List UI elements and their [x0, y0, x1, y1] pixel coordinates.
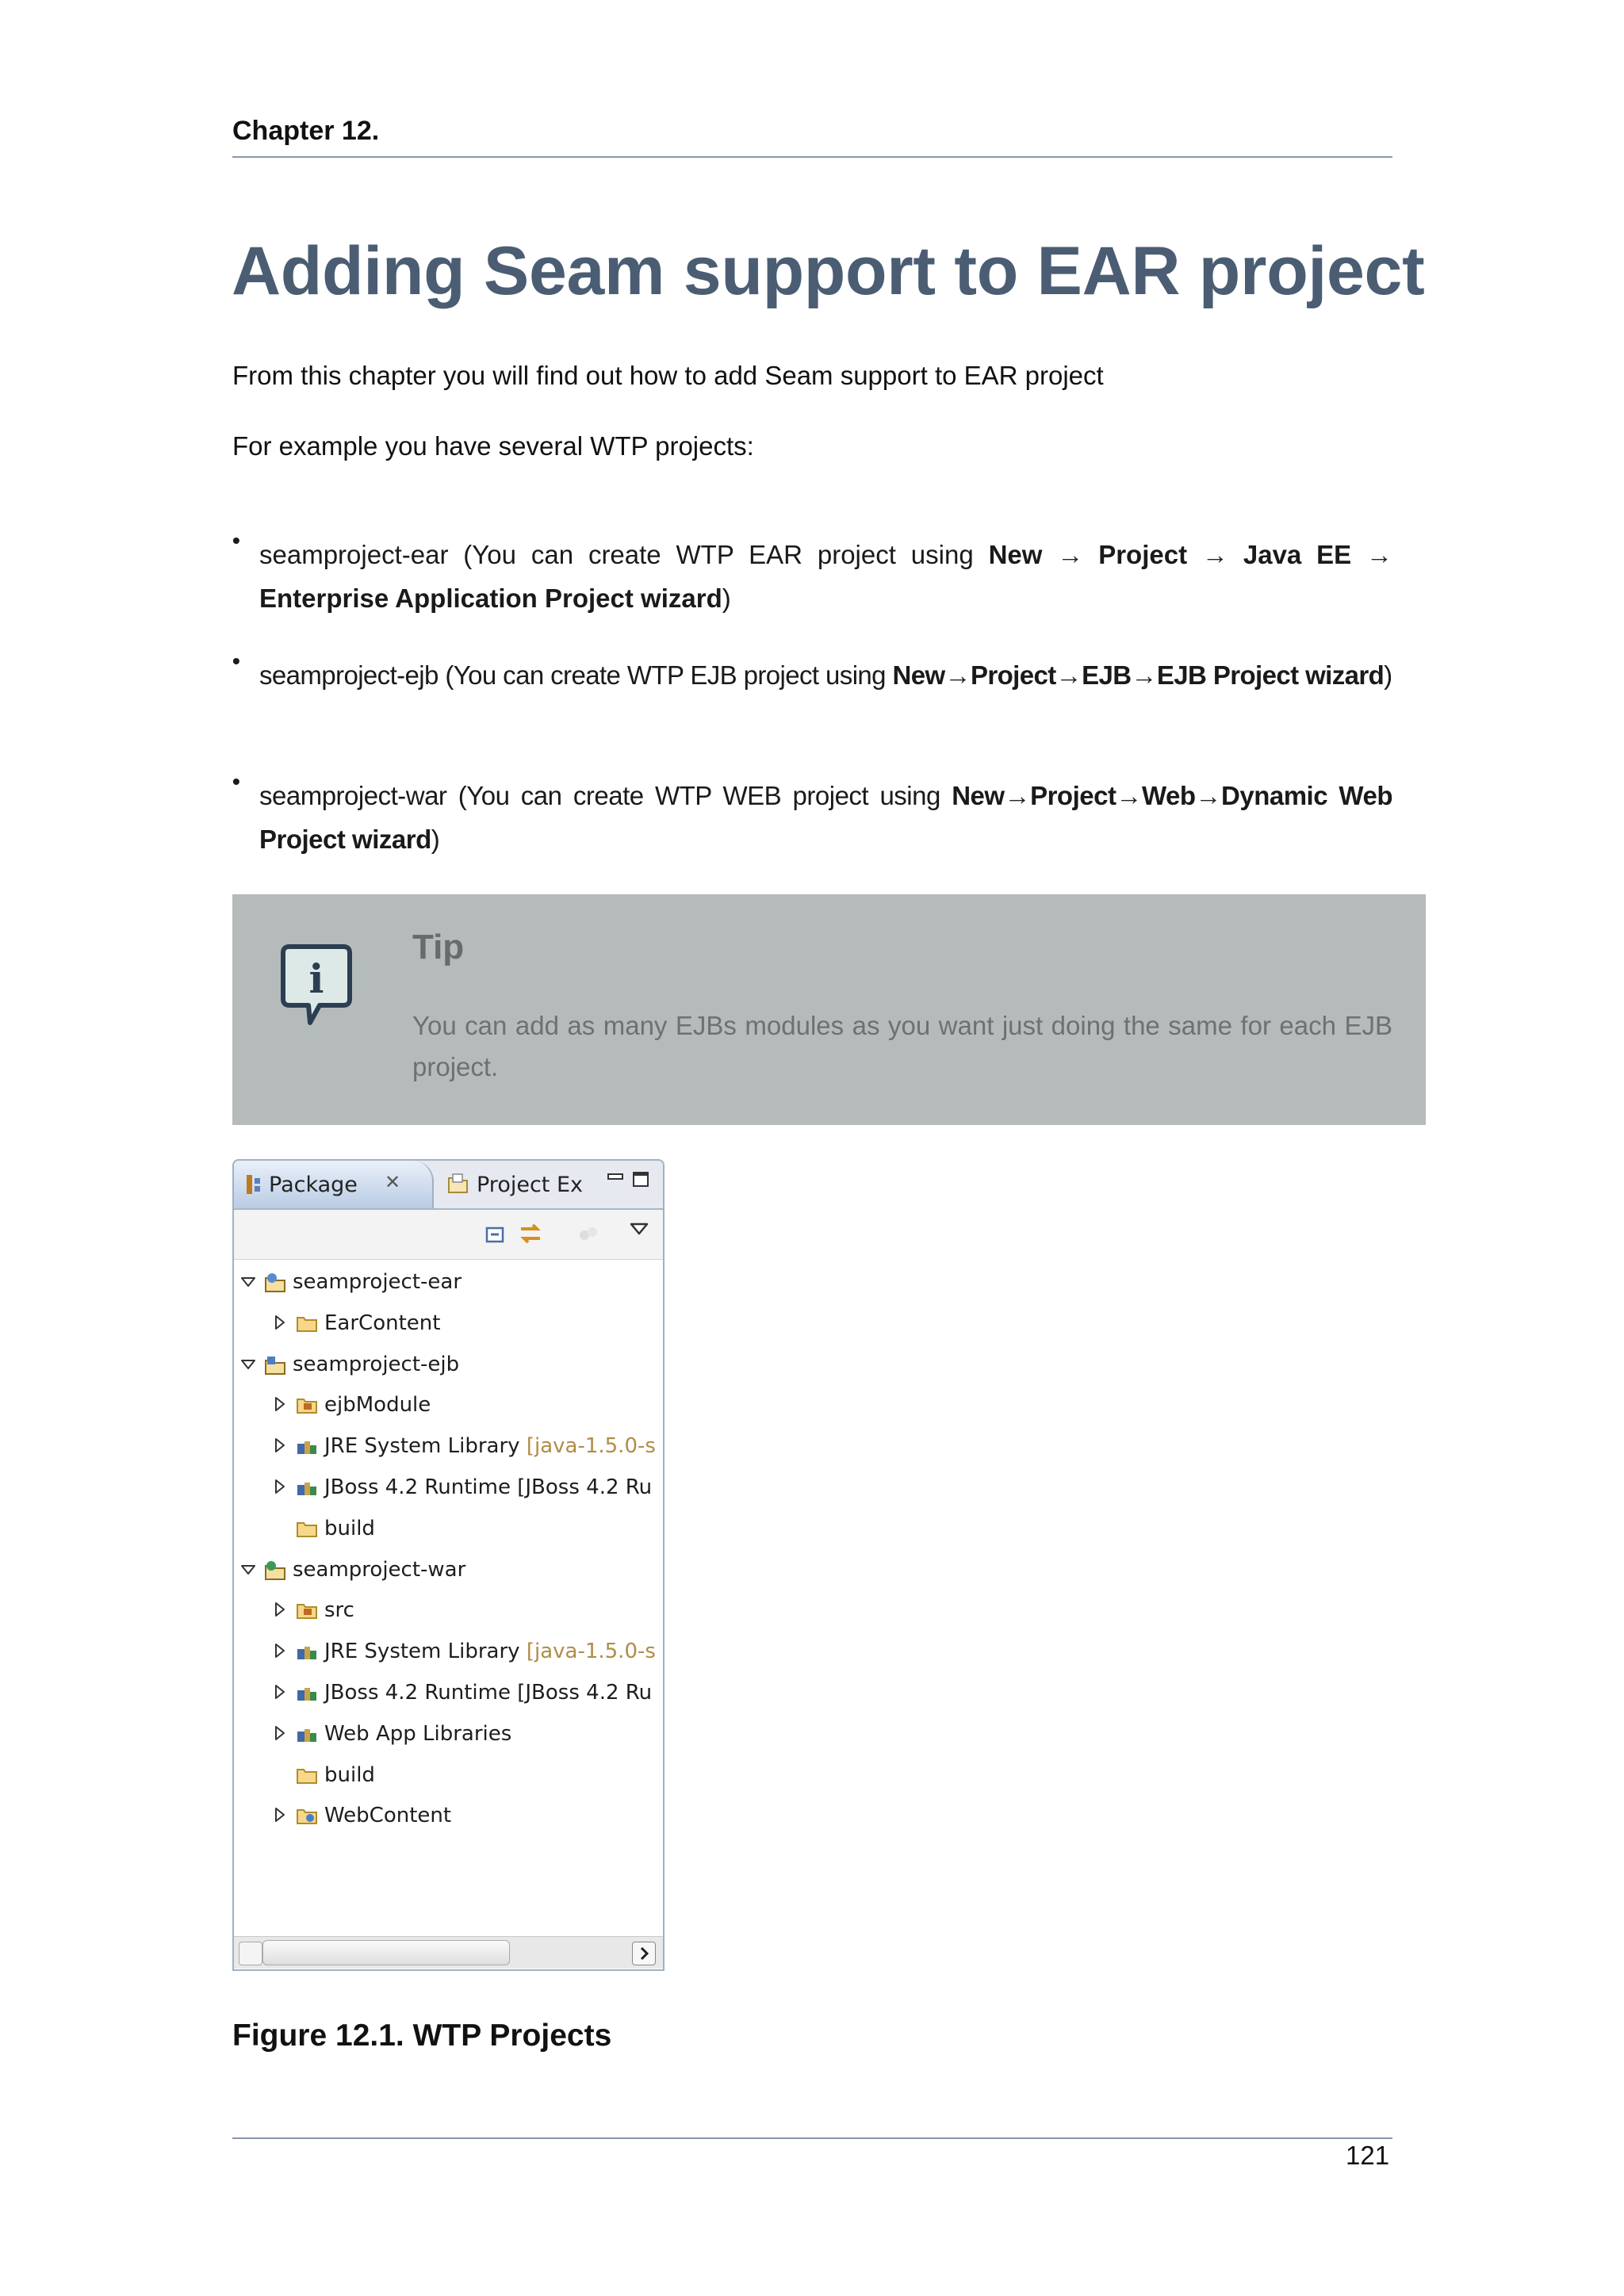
project-tree [234, 1262, 663, 1936]
page-title: Adding Seam support to EAR project [232, 233, 1425, 309]
library-icon [296, 1724, 320, 1744]
library-icon [296, 1436, 320, 1456]
tab-package-explorer[interactable] [234, 1161, 434, 1208]
header-rule [232, 156, 1392, 158]
tree-item-label: ejbModule [324, 1393, 431, 1418]
filter-icon[interactable] [576, 1224, 600, 1245]
expand-down-icon[interactable] [240, 1559, 256, 1578]
menu-path-wizard: EJB Project wizard [1156, 660, 1385, 690]
tab-project-explorer[interactable]: Project Ex [477, 1173, 583, 1197]
tab-package-label: Package [269, 1173, 358, 1197]
horizontal-scrollbar[interactable] [234, 1936, 663, 1969]
footer-rule [232, 2137, 1392, 2139]
list-item-text [259, 653, 1392, 697]
tree-item-decoration: [java-1.5.0-s [526, 1434, 656, 1459]
project-list [232, 528, 1393, 894]
arrow-separator: → [1116, 781, 1142, 810]
expand-right-icon[interactable] [272, 1313, 288, 1332]
web-project-icon [264, 1559, 288, 1580]
expand-right-icon[interactable] [272, 1805, 288, 1824]
view-toolbar [234, 1210, 663, 1260]
arrow-separator: → [1195, 781, 1222, 810]
list-item-lead: seamproject-ear (You can create WTP EAR project using [259, 540, 989, 569]
page-number: 121 [1346, 2141, 1390, 2170]
tree-item-label: JRE System Library [java-1.5.0-s [324, 1434, 656, 1459]
bullet-dot: • [232, 769, 240, 794]
tree-item-label: seamproject-ejb [293, 1352, 460, 1376]
view-tab-bar [234, 1161, 663, 1210]
list-item-close: ) [1384, 660, 1392, 690]
tree-item-label: EarContent [324, 1311, 441, 1335]
package-explorer-icon [245, 1173, 262, 1196]
expand-right-icon[interactable] [272, 1641, 288, 1660]
example-paragraph: For example you have several WTP projects: [232, 431, 754, 461]
list-item-close: ) [431, 825, 440, 854]
figure-caption: Figure 12.1. WTP Projects [232, 2019, 612, 2053]
tip-title: Tip [412, 928, 465, 966]
menu-path-new: New [988, 540, 1043, 569]
info-icon [278, 942, 354, 1031]
list-item [232, 649, 1392, 774]
expand-right-icon[interactable] [272, 1436, 288, 1455]
bullet-dot: • [232, 649, 240, 673]
project-explorer-icon [446, 1172, 470, 1196]
menu-path-category: EJB [1082, 660, 1132, 690]
menu-path-category: Web [1141, 781, 1196, 810]
scroll-thumb[interactable] [262, 1940, 510, 1965]
menu-path-project: Project [1030, 781, 1116, 810]
tree-item-decoration: [java-1.5.0-s [526, 1640, 656, 1664]
scroll-left-button[interactable] [239, 1942, 262, 1965]
menu-path-project: Project [970, 660, 1056, 690]
tip-box [232, 894, 1426, 1125]
scroll-right-button[interactable] [632, 1942, 656, 1965]
list-item [232, 769, 1392, 894]
list-item [232, 528, 1393, 653]
expand-right-icon[interactable] [272, 1682, 288, 1701]
menu-path-category: Java EE [1243, 540, 1352, 569]
library-icon [296, 1477, 320, 1498]
tree-item-label: Web App Libraries [324, 1721, 512, 1746]
package-explorer-view [232, 1159, 665, 1971]
arrow-separator: → [1131, 660, 1157, 690]
library-icon [296, 1682, 320, 1703]
tip-text: You can add as many EJBs modules as you want just doing the same for each EJB project. [412, 1011, 1392, 1081]
tree-item-label: src [324, 1598, 354, 1623]
list-item-lead: seamproject-ejb (You can create WTP EJB project using [259, 660, 893, 690]
arrow-separator: → [944, 660, 971, 690]
tree-item-label: JBoss 4.2 Runtime [JBoss 4.2 Ru [324, 1681, 653, 1705]
source-folder-icon [296, 1600, 320, 1621]
tree-item-label: JBoss 4.2 Runtime [JBoss 4.2 Ru [324, 1475, 653, 1499]
ear-project-icon [264, 1272, 288, 1292]
bullet-dot: • [232, 528, 240, 553]
link-with-editor-icon[interactable] [516, 1219, 545, 1248]
svg-text:i: i [308, 955, 324, 1002]
tree-item-label: WebContent [324, 1804, 452, 1828]
list-item-close: ) [722, 584, 731, 613]
tree-item-label: build [324, 1516, 375, 1540]
source-folder-icon [296, 1395, 320, 1415]
ejb-project-icon [264, 1354, 288, 1375]
close-icon[interactable]: ✕ [385, 1171, 401, 1193]
arrow-separator: → [1057, 540, 1084, 569]
expand-right-icon[interactable] [272, 1395, 288, 1414]
library-icon [296, 1641, 320, 1662]
view-menu-icon[interactable] [629, 1221, 649, 1237]
list-item-lead: seamproject-war (You can create WTP WEB project using [259, 781, 952, 810]
list-item-text [259, 774, 1392, 861]
chevron-right-icon [633, 1942, 655, 1965]
folder-icon [296, 1765, 320, 1785]
folder-icon [296, 1518, 320, 1539]
expand-down-icon[interactable] [240, 1354, 256, 1373]
arrow-separator: → [1366, 540, 1393, 569]
arrow-separator: → [1004, 781, 1031, 810]
chapter-label: Chapter 12. [232, 116, 380, 146]
tree-item-label: build [324, 1762, 375, 1787]
arrow-separator: → [1055, 660, 1082, 690]
tree-item-label: seamproject-ear [293, 1270, 462, 1294]
expand-down-icon[interactable] [240, 1272, 256, 1291]
menu-path-wizard: Enterprise Application Project wizard [259, 584, 722, 613]
list-item-text [259, 533, 1392, 620]
menu-path-project: Project [1098, 540, 1188, 569]
menu-path-new: New [952, 781, 1005, 810]
arrow-separator: → [1201, 540, 1228, 569]
menu-path-wizard: Dynamic Web Project wizard [259, 781, 1392, 854]
intro-paragraph: From this chapter you will find out how to add Seam support to EAR project [232, 361, 1104, 390]
tree-item-label: JRE System Library [java-1.5.0-s [324, 1640, 656, 1664]
menu-path-new: New [892, 660, 945, 690]
collapse-all-icon[interactable] [483, 1223, 507, 1246]
tree-item-label: seamproject-war [293, 1557, 466, 1582]
folder-icon [296, 1313, 320, 1334]
expand-right-icon[interactable] [272, 1724, 288, 1743]
view-controls [607, 1170, 654, 1189]
expand-right-icon[interactable] [272, 1600, 288, 1619]
web-folder-icon [296, 1805, 320, 1826]
expand-right-icon[interactable] [272, 1477, 288, 1496]
